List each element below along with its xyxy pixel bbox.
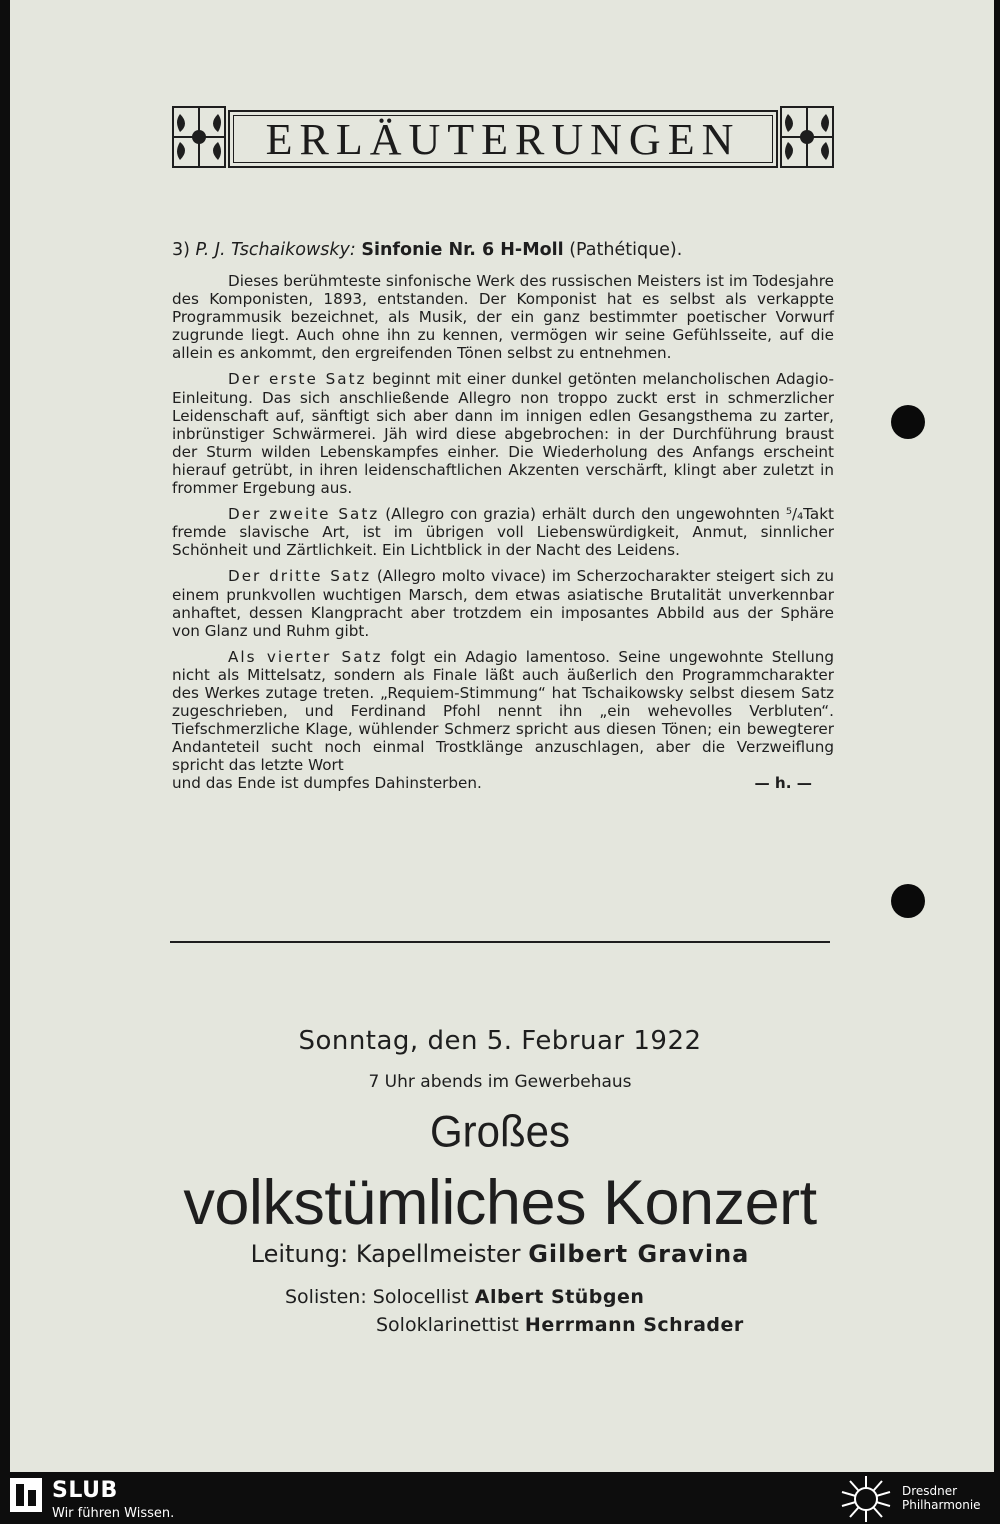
ornament-left-icon	[172, 106, 226, 168]
slub-name: SLUB	[52, 1478, 118, 1503]
work-title: Sinfonie Nr. 6 H-Moll	[361, 240, 564, 260]
concert-time-venue: 7 Uhr abends im Gewerbehaus	[368, 1072, 632, 1092]
concert-title-line1: Großes	[429, 1106, 571, 1157]
concert-date: Sonntag, den 5. Februar 1922	[298, 1026, 702, 1056]
punch-hole-top	[891, 405, 925, 439]
paragraph-third-movement	[172, 567, 834, 639]
soloist-2-name: Herrmann Schrader	[524, 1314, 744, 1336]
philharmonie-logo-icon	[838, 1474, 894, 1524]
slub-logo-icon	[10, 1478, 42, 1512]
signature: — h. —	[754, 774, 812, 793]
bleed-through	[420, 198, 426, 224]
ornament-right-icon	[780, 106, 834, 168]
punch-hole-bottom	[891, 884, 925, 918]
work-subtitle: (Pathétique).	[569, 240, 683, 260]
conductor-name: Gilbert Gravina	[528, 1240, 750, 1268]
philharmonie-brand	[838, 1474, 998, 1522]
paragraph-lead: Als vierter Satz	[228, 647, 383, 666]
soloist-2-role: Soloklarinettist	[376, 1314, 519, 1336]
conductor-label: Leitung: Kapellmeister	[250, 1240, 521, 1268]
paragraph-intro: Dieses berühmteste sinfonische Werk des russischen Meisters ist im Todesjahre des Komponisten, 1893, entstanden. Der Komponist hat es selbst als verkappte Programmusik bezeichnet, als Musik, der ein ganz bestimmter poetischer Vorwurf zugrunde liegt. Auch ohne ihn zu kennen, vermögen wir seine Gefühlsseite, auf die allein es ankommt, den ergreifenden Tönen selbst zu entnehmen.	[172, 272, 834, 363]
paragraph-text: folgt ein Adagio lamentoso. Seine ungewohnte Stellung nicht als Mittelsatz, sondern als Finale läßt auch äußerlich den Programmcharakter des Werkes zutage treten. „Requiem-Stimmung“ hat Tschaikowsky selbst diesem Satz zugeschrieben, und Ferdinand Pfohl nennt ihn „ein wehevolles Verbluten“. Tiefschmerzliche Klage, wühlender Schmerz spricht aus diesen Tönen; ein bewegterer Andanteteil sucht noch einmal Trostklänge anzuschlagen, aber die Verzweiflung spricht das letzte Wort	[172, 647, 834, 775]
work-number: 3)	[172, 240, 190, 260]
paragraph-text: beginnt mit einer dunkel getönten melancholischen Adagio-Einleitung. Das sich anschließende Allegro non troppo zuckt erst in schmerzlicher Leidenschaft auf, sänftigt sich aber dann im innigen edlen Gesangsthema zu zarter, inbrünstiger Schwärmerei. Jäh wird diese abgebrochen: in der Durchführung braust der Sturm wilden Lebenskampfes einher. Die Wiederholung des Anfangs erscheint hierauf getrübt, in ihren leidenschaftlichen Akzenten verschärft, klingt aber zuletzt in frommer Ergebung aus.	[172, 370, 834, 498]
slub-tagline: Wir führen Wissen.	[52, 1506, 175, 1521]
paragraph-first-movement	[172, 370, 834, 497]
soloist-1	[285, 1286, 644, 1308]
closing-line	[172, 774, 834, 792]
page-title: ERLÄUTERUNGEN	[265, 114, 741, 164]
paragraph-second-movement	[172, 505, 834, 559]
concert-conductor	[0, 1240, 1000, 1268]
soloist-1-name: Albert Stübgen	[474, 1286, 645, 1308]
philharmonie-name: Dresdner Philharmonie	[902, 1484, 981, 1512]
title-frame	[228, 110, 778, 168]
closing-text: und das Ende ist dumpfes Dahinsterben.	[172, 774, 482, 793]
paragraph-lead: Der zweite Satz	[228, 505, 380, 524]
divider	[170, 941, 830, 943]
paragraph-text: (Allegro con grazia) erhält durch den ungewohnten ⁵/₄Takt fremde slavische Art, ist im übrigen voll Liebenswürdigkeit, Anmut, sinnlicher Schönheit und Zärtlichkeit. Ein Lichtblick in der Nacht des Leidens.	[172, 505, 834, 560]
paragraph-lead: Der erste Satz	[228, 370, 367, 389]
paragraph-text: (Allegro molto vivace) im Scherzocharakter steigert sich zu einem prunkvollen wuchtigen Marsch, dem etwas asiatische Brutalität unverkennbar anhaftet, dessen Klangpracht aber trotzdem ein imposantes Abbild aus der Sphäre von Glanz und Ruhm gibt.	[172, 567, 834, 640]
soloist-2	[376, 1314, 744, 1336]
paragraph-fourth-movement	[172, 648, 834, 775]
work-heading	[172, 240, 834, 260]
paragraph-lead: Der dritte Satz	[228, 567, 372, 586]
soloists-label: Solisten: Solocellist	[285, 1286, 469, 1308]
header	[172, 106, 834, 168]
work-composer: P. J. Tschaikowsky:	[195, 240, 356, 260]
program-notes	[172, 240, 834, 801]
concert-title-line2: volkstümliches Konzert	[183, 1168, 817, 1238]
